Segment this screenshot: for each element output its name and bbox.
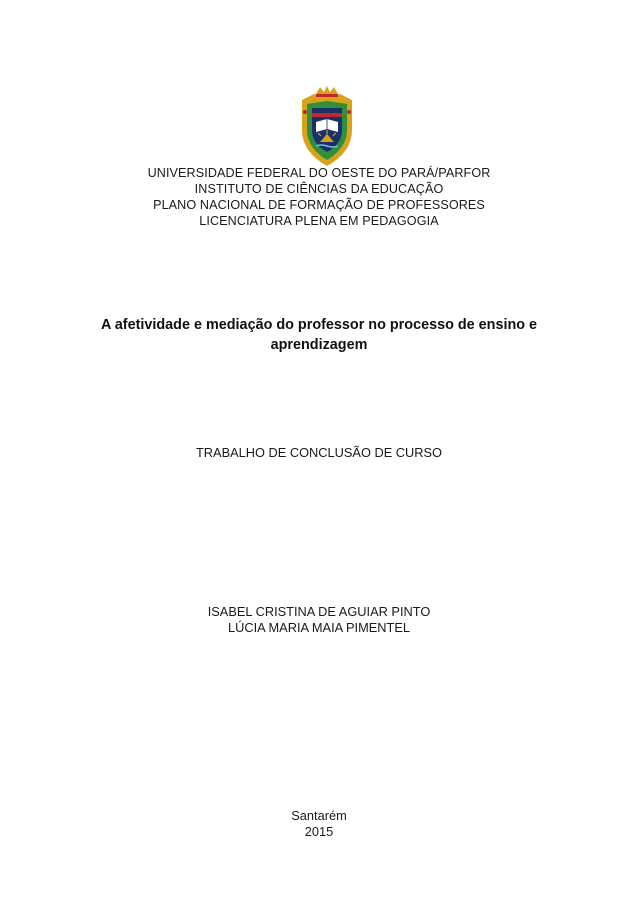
document-title-line-1: A afetividade e mediação do professor no processo de ensino e [100, 317, 538, 333]
university-crest-icon [296, 86, 358, 168]
year: 2015 [304, 824, 334, 839]
header-line-university: UNIVERSIDADE FEDERAL DO OESTE DO PARÁ/PARFOR [147, 166, 491, 180]
author-name: LÚCIA MARIA MAIA PIMENTEL [227, 620, 411, 635]
author-name: ISABEL CRISTINA DE AGUIAR PINTO [207, 604, 431, 619]
header-line-degree: LICENCIATURA PLENA EM PEDAGOGIA [199, 214, 439, 228]
document-title-line-2: aprendizagem [270, 337, 368, 353]
header-line-institute: INSTITUTO DE CIÊNCIAS DA EDUCAÇÃO [194, 182, 444, 196]
header-line-plan: PLANO NACIONAL DE FORMAÇÃO DE PROFESSORES [153, 198, 485, 212]
work-type: TRABALHO DE CONCLUSÃO DE CURSO [195, 445, 443, 460]
city: Santarém [291, 808, 347, 823]
